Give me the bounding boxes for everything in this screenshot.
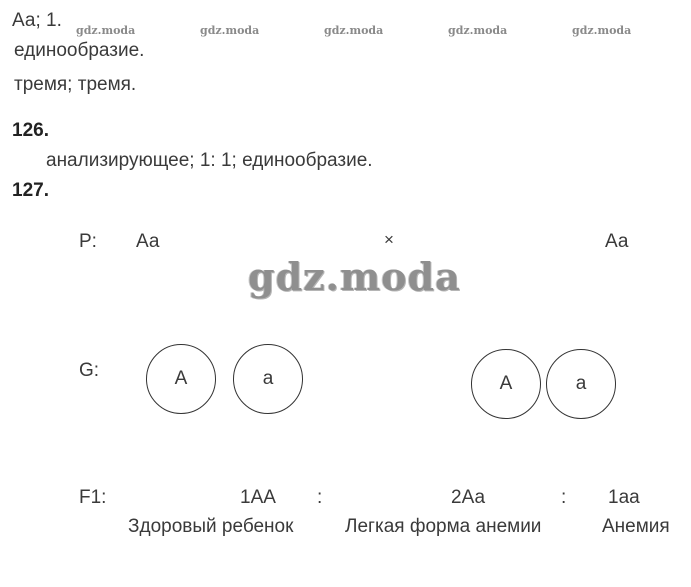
f1-ratio-separator: :: [561, 487, 567, 508]
gamete-circle: [546, 349, 616, 419]
answer-line-2: единообразие.: [14, 40, 145, 61]
f1-genotype: 2Аа: [451, 487, 486, 508]
answer-line-3: тремя; тремя.: [14, 74, 137, 95]
gamete-allele: a: [575, 373, 587, 394]
parent-left-genotype: Аа: [136, 231, 160, 252]
f1-phenotype: Здоровый ребенок: [128, 516, 294, 537]
task-127-number: 127.: [12, 180, 49, 201]
gamete-allele: A: [174, 368, 188, 389]
f1-phenotype: Анемия: [602, 516, 670, 537]
gamete-circle: [233, 344, 303, 414]
watermark: gdz.moda: [76, 24, 136, 37]
task-126-number: 126.: [12, 120, 49, 141]
cross-symbol: ×: [384, 230, 394, 249]
gamete-allele: A: [499, 373, 513, 394]
task-126-answer: анализирующее; 1: 1; единообразие.: [46, 150, 373, 171]
f1-phenotype: Легкая форма анемии: [345, 516, 542, 537]
f1-label: F1:: [79, 487, 107, 508]
f1-genotype: 1АА: [240, 487, 276, 508]
f1-ratio-separator: :: [317, 487, 323, 508]
gamete-circle: [471, 349, 541, 419]
gamete-circle: [146, 344, 216, 414]
watermark: gdz.moda: [200, 24, 260, 37]
watermark: gdz.moda: [572, 24, 632, 37]
parents-label: P:: [79, 231, 97, 252]
gametes-label: G:: [79, 360, 100, 381]
watermark: gdz.moda: [448, 24, 508, 37]
gamete-allele: a: [262, 368, 274, 389]
parent-right-genotype: Аа: [605, 231, 629, 252]
watermark-large: gdz.moda: [248, 254, 461, 299]
watermark: gdz.moda: [324, 24, 384, 37]
answer-line-1: Аа; 1.: [12, 10, 62, 31]
f1-genotype: 1аа: [608, 487, 640, 508]
